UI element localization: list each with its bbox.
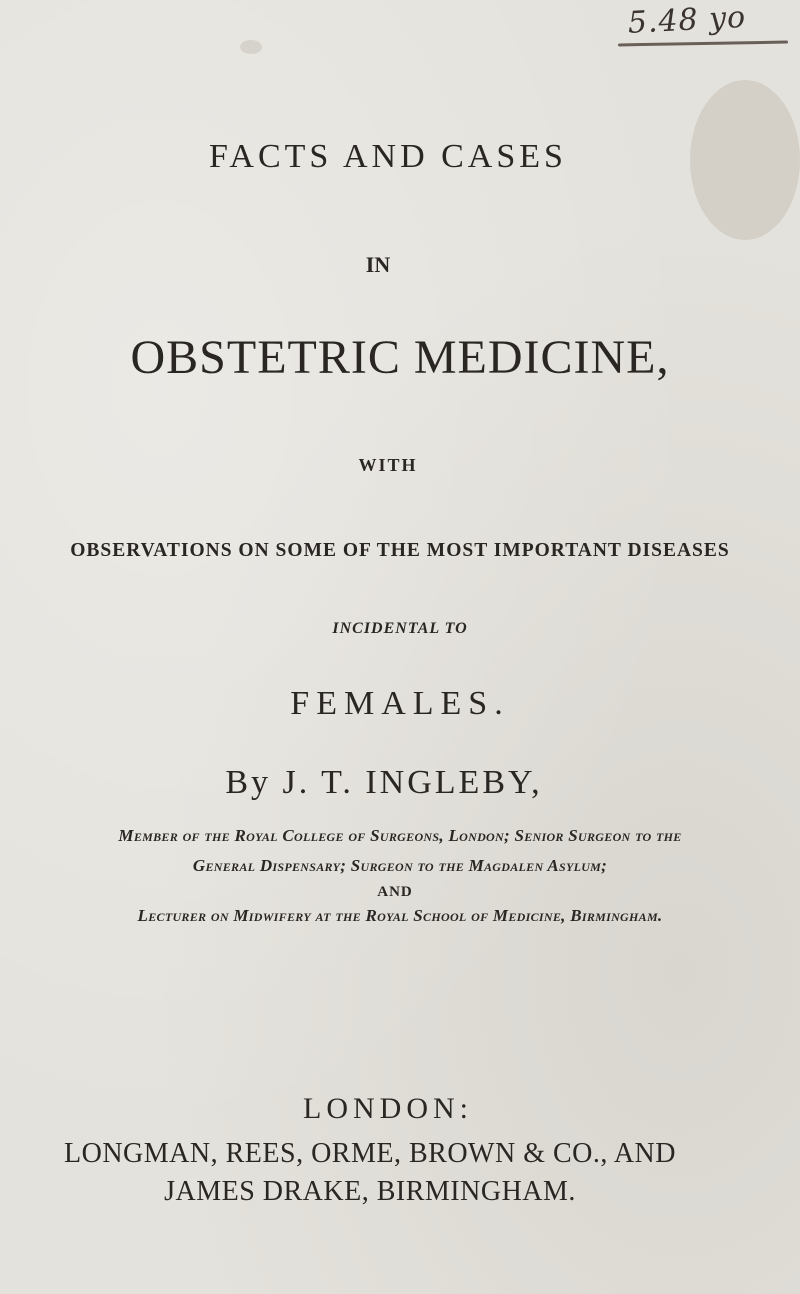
- title-line-3: OBSTETRIC MEDICINE,: [130, 331, 670, 384]
- subtitle-line-2: INCIDENTAL TO: [332, 620, 468, 637]
- title-line-1: FACTS AND CASES: [209, 138, 567, 175]
- subtitle-line-1: OBSERVATIONS ON SOME OF THE MOST IMPORTANT DISEASES: [70, 540, 730, 561]
- credentials-line-3: Lecturer on Midwifery at the Royal School of Medicine, Birmingham.: [137, 906, 663, 925]
- paper-stain: [240, 40, 262, 54]
- imprint-city: LONDON:: [303, 1092, 473, 1125]
- author-byline: By J. T. INGLEBY,: [225, 764, 543, 801]
- imprint-publisher-line-2: JAMES DRAKE, BIRMINGHAM.: [164, 1176, 576, 1207]
- credentials-line-1: Member of the Royal College of Surgeons, London; Senior Surgeon to the: [118, 826, 682, 845]
- credentials-and: AND: [377, 884, 413, 900]
- title-line-2: IN: [365, 252, 391, 277]
- imprint-publisher-line-1: LONGMAN, REES, ORME, BROWN & CO., AND: [64, 1138, 676, 1169]
- subtitle-connector: WITH: [358, 455, 418, 475]
- subtitle-line-3: FEMALES.: [290, 685, 510, 722]
- handwritten-call-number: 5.48 yo: [626, 0, 747, 41]
- credentials-line-2: General Dispensary; Surgeon to the Magdalen Asylum;: [192, 856, 608, 875]
